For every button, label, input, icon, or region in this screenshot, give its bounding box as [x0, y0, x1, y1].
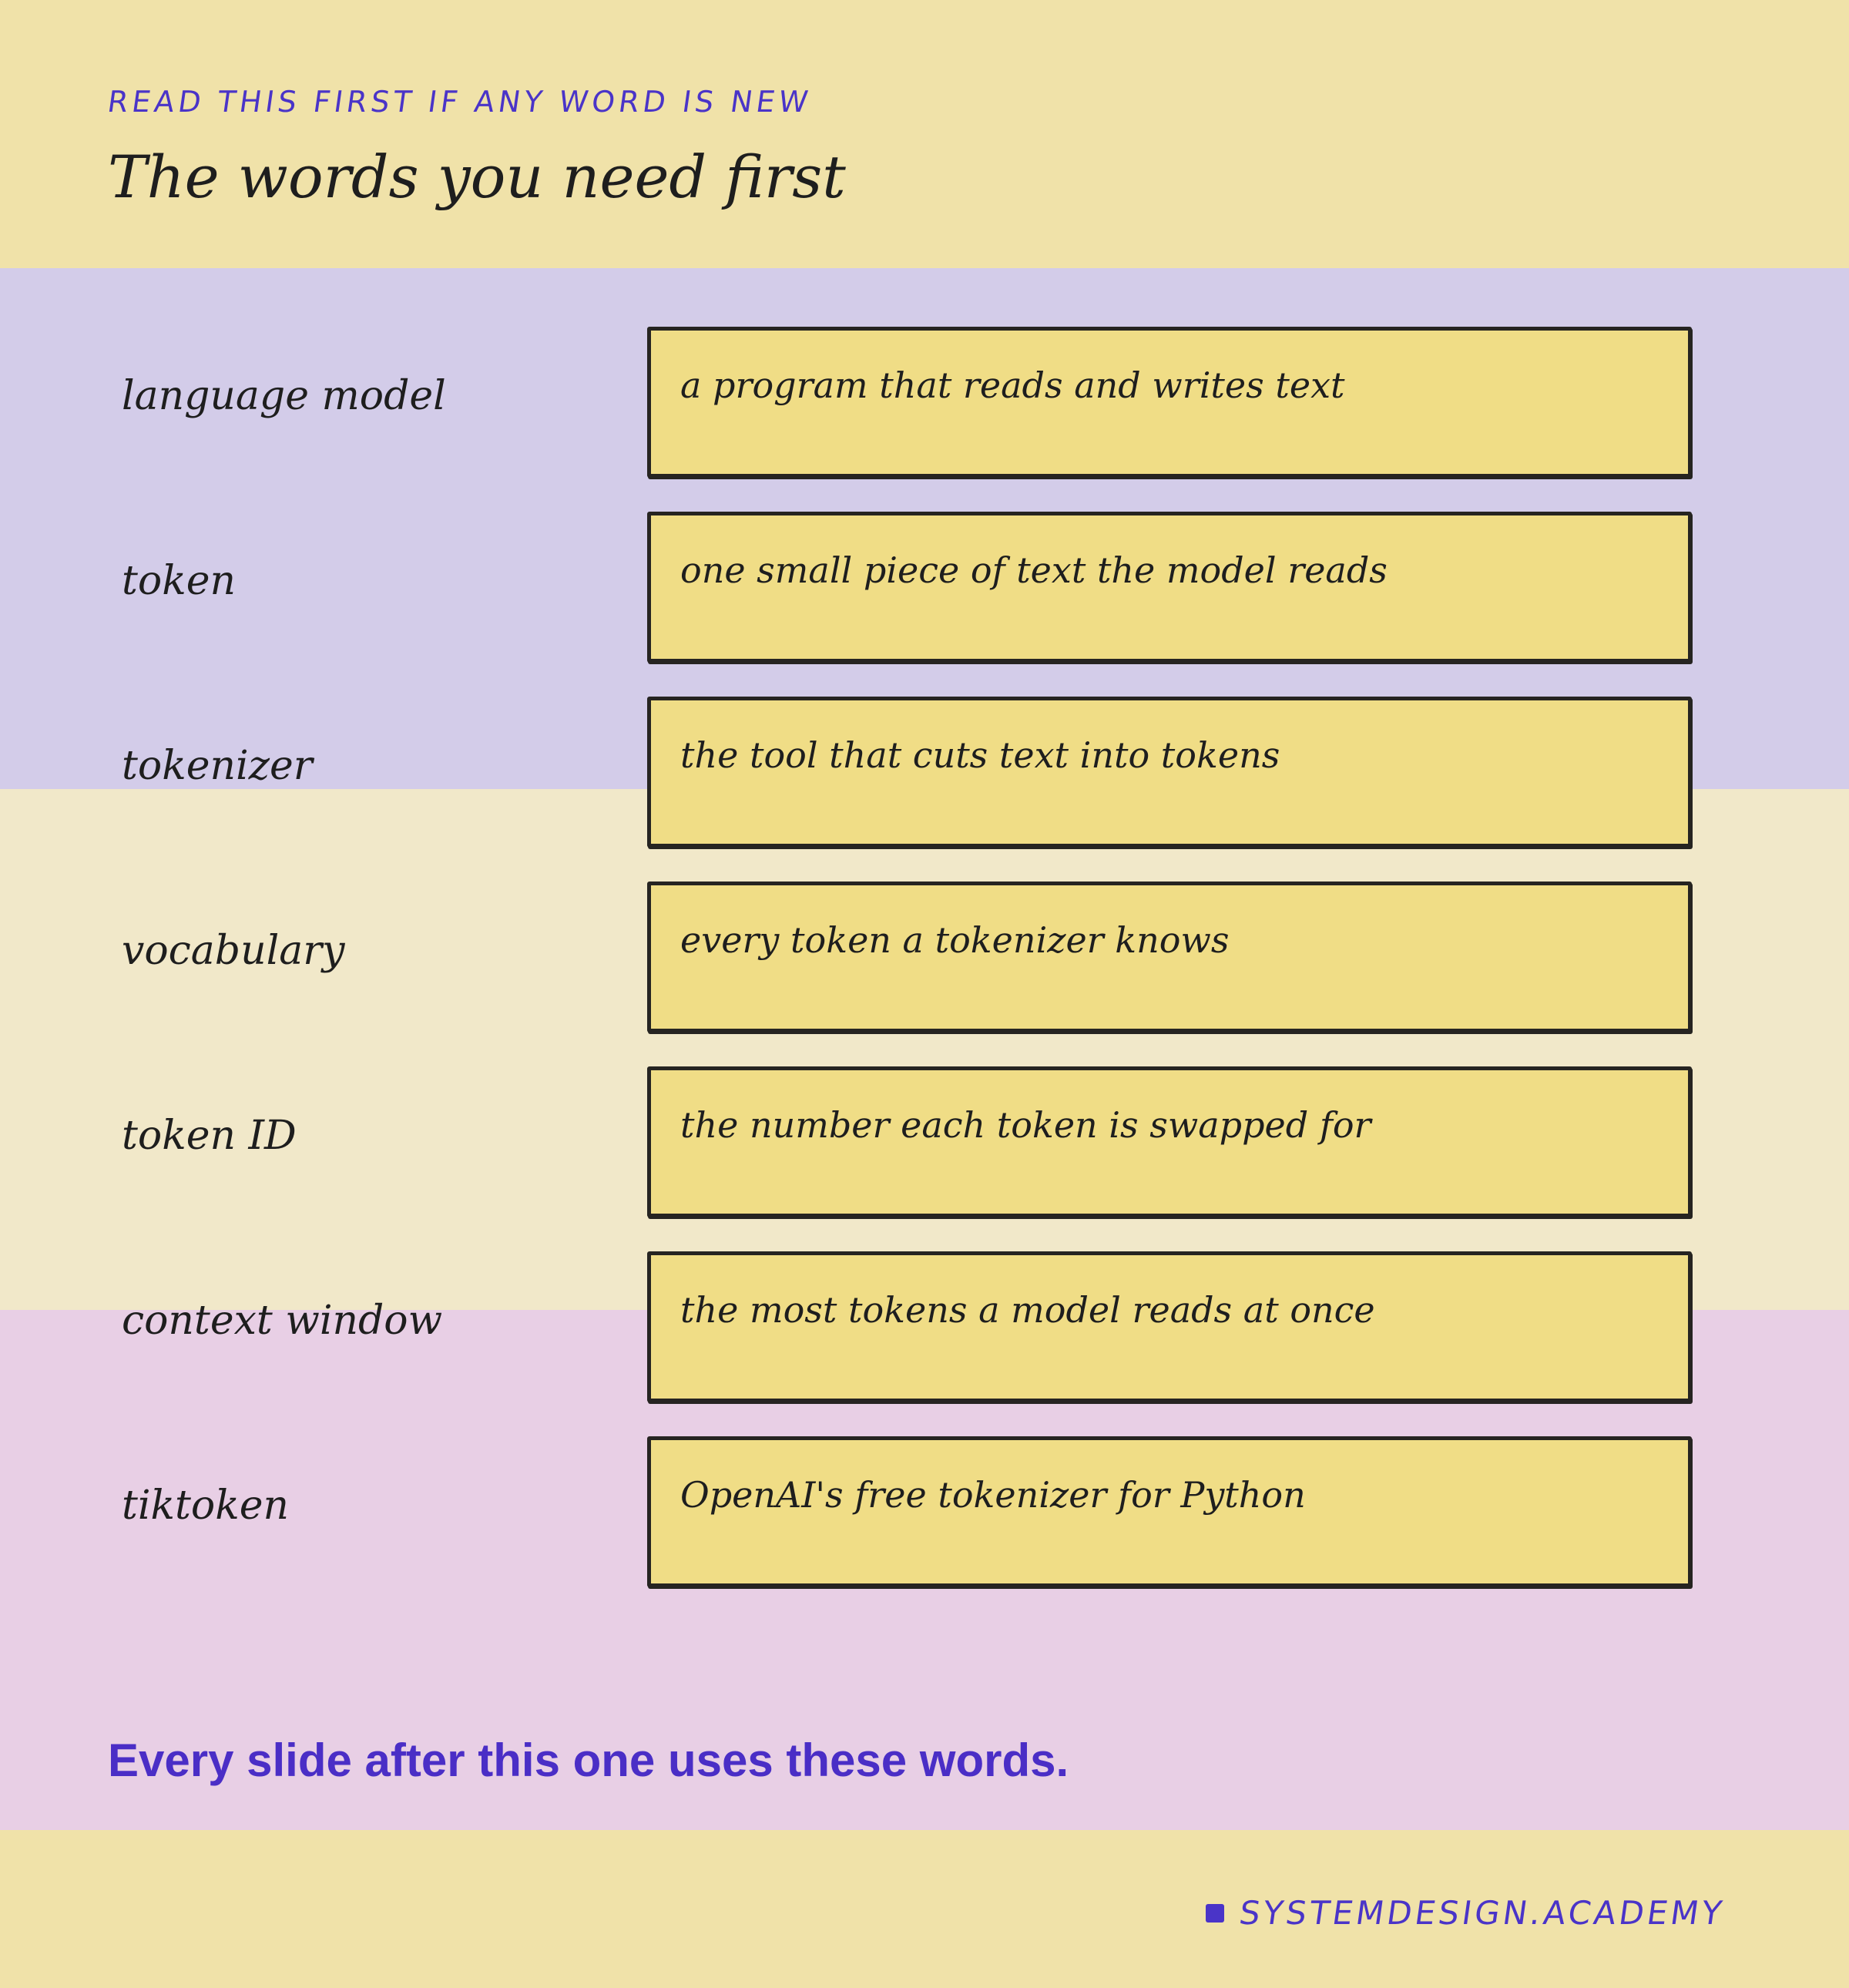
definition-card [647, 882, 1692, 1033]
header-band [0, 0, 1849, 268]
brand [1206, 1894, 1727, 1932]
definition-text: every token a tokenizer knows [680, 919, 1230, 961]
glossary-term: language model [122, 373, 446, 419]
definition-text: the tool that cuts text into tokens [680, 734, 1280, 776]
definition-text: the most tokens a model reads at once [680, 1289, 1375, 1331]
definition-text: the number each token is swapped for [680, 1104, 1371, 1146]
glossary-term: token ID [122, 1113, 297, 1159]
definition-text: a program that reads and writes text [680, 364, 1345, 406]
glossary-term: tokenizer [122, 743, 313, 789]
page-title: The words you need first [108, 143, 846, 211]
definition-text: OpenAI's free tokenizer for Python [680, 1474, 1306, 1516]
glossary-term: vocabulary [122, 928, 345, 974]
brand-text: SYSTEMDESIGN.ACADEMY [1237, 1894, 1727, 1932]
definition-text: one small piece of text the model reads [680, 549, 1388, 591]
definition-card [647, 327, 1692, 478]
footer-message: Every slide after this one uses these words. [108, 1734, 1069, 1786]
cream-band [0, 789, 1849, 1310]
definition-card [647, 697, 1692, 848]
definition-card [647, 1251, 1692, 1402]
glossary-term: token [122, 558, 236, 604]
glossary-term: tiktoken [122, 1483, 290, 1529]
square-icon [1206, 1904, 1224, 1923]
definition-card [647, 1066, 1692, 1217]
glossary-term: context window [122, 1298, 443, 1344]
definition-card [647, 512, 1692, 663]
eyebrow-label: READ THIS FIRST IF ANY WORD IS NEW [105, 85, 814, 119]
definition-card [647, 1436, 1692, 1587]
